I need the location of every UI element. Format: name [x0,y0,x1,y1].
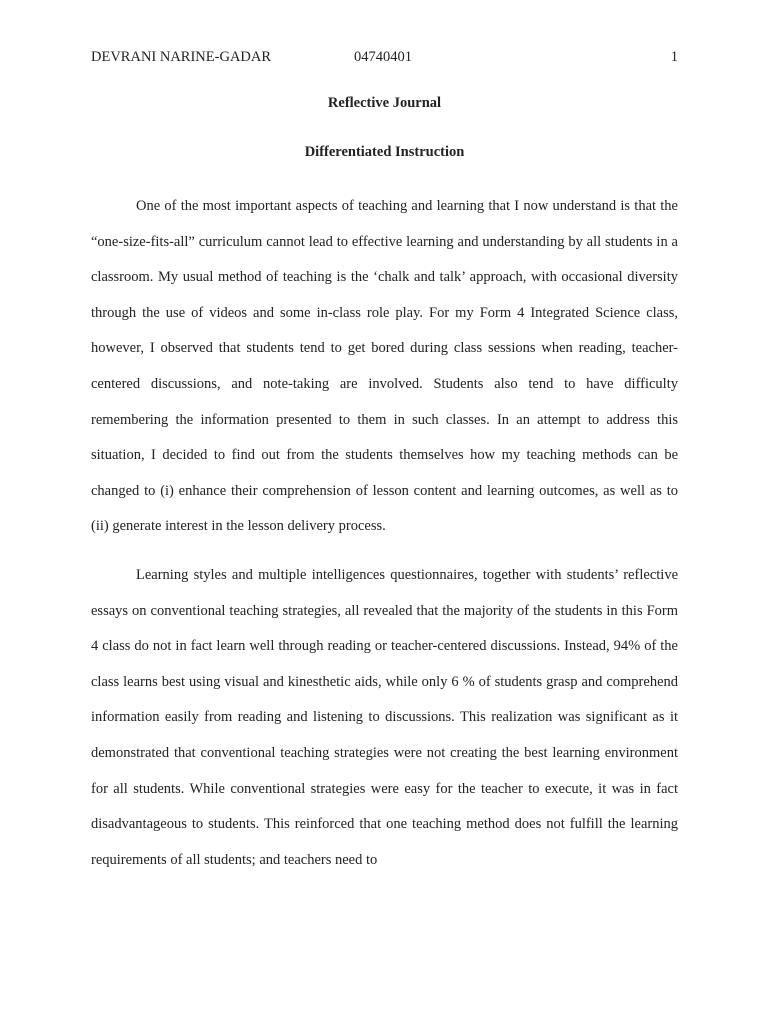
header-student-id: 04740401 [354,49,412,65]
body-text [91,189,678,878]
header-page-number: 1 [670,49,678,65]
paragraph-2: Learning styles and multiple intelligences questionnaires, together with students’ reflective essays on conventional teaching strategies, all revealed that the majority of the students in this Form 4 class do not in fact learn well through reading or teacher-centered discussions. Instead, 94% of the class learns best using visual and kinesthetic aids, while only 6 % of students grasp and comprehend information easily from reading and listening to discussions. This realization was significant as it demonstrated that conventional teaching strategies were not creating the best learning environment for all students. While conventional strategies were easy for the teacher to execute, it was in fact disadvantageous to students. This reinforced that one teaching method does not fulfill the learning requirements of all students; and teachers need to [91,566,678,868]
document-title: Reflective Journal [327,95,442,111]
running-header [91,47,678,67]
header-author: DEVRANI NARINE-GADAR [91,49,272,65]
paragraph-1: One of the most important aspects of teaching and learning that I now understand is that the “one-size-fits-all” curriculum cannot lead to effective learning and understanding by all students in a classroom. My usual method of teaching is the ‘chalk and talk’ approach, with occasional diversity through the use of videos and some in-class role play. For my Form 4 Integrated Science class, however, I observed that students tend to get bored during class sessions when reading, teacher-centered discussions, and note-taking are involved. Students also tend to have difficulty remembering the information presented to them in such classes. In an attempt to address this situation, I decided to find out from the students themselves how my teaching methods can be changed to (i) enhance their comprehension of lesson content and learning outcomes, as well as to (ii) generate interest in the lesson delivery process. [91,198,678,535]
document-subtitle: Differentiated Instruction [304,144,465,160]
